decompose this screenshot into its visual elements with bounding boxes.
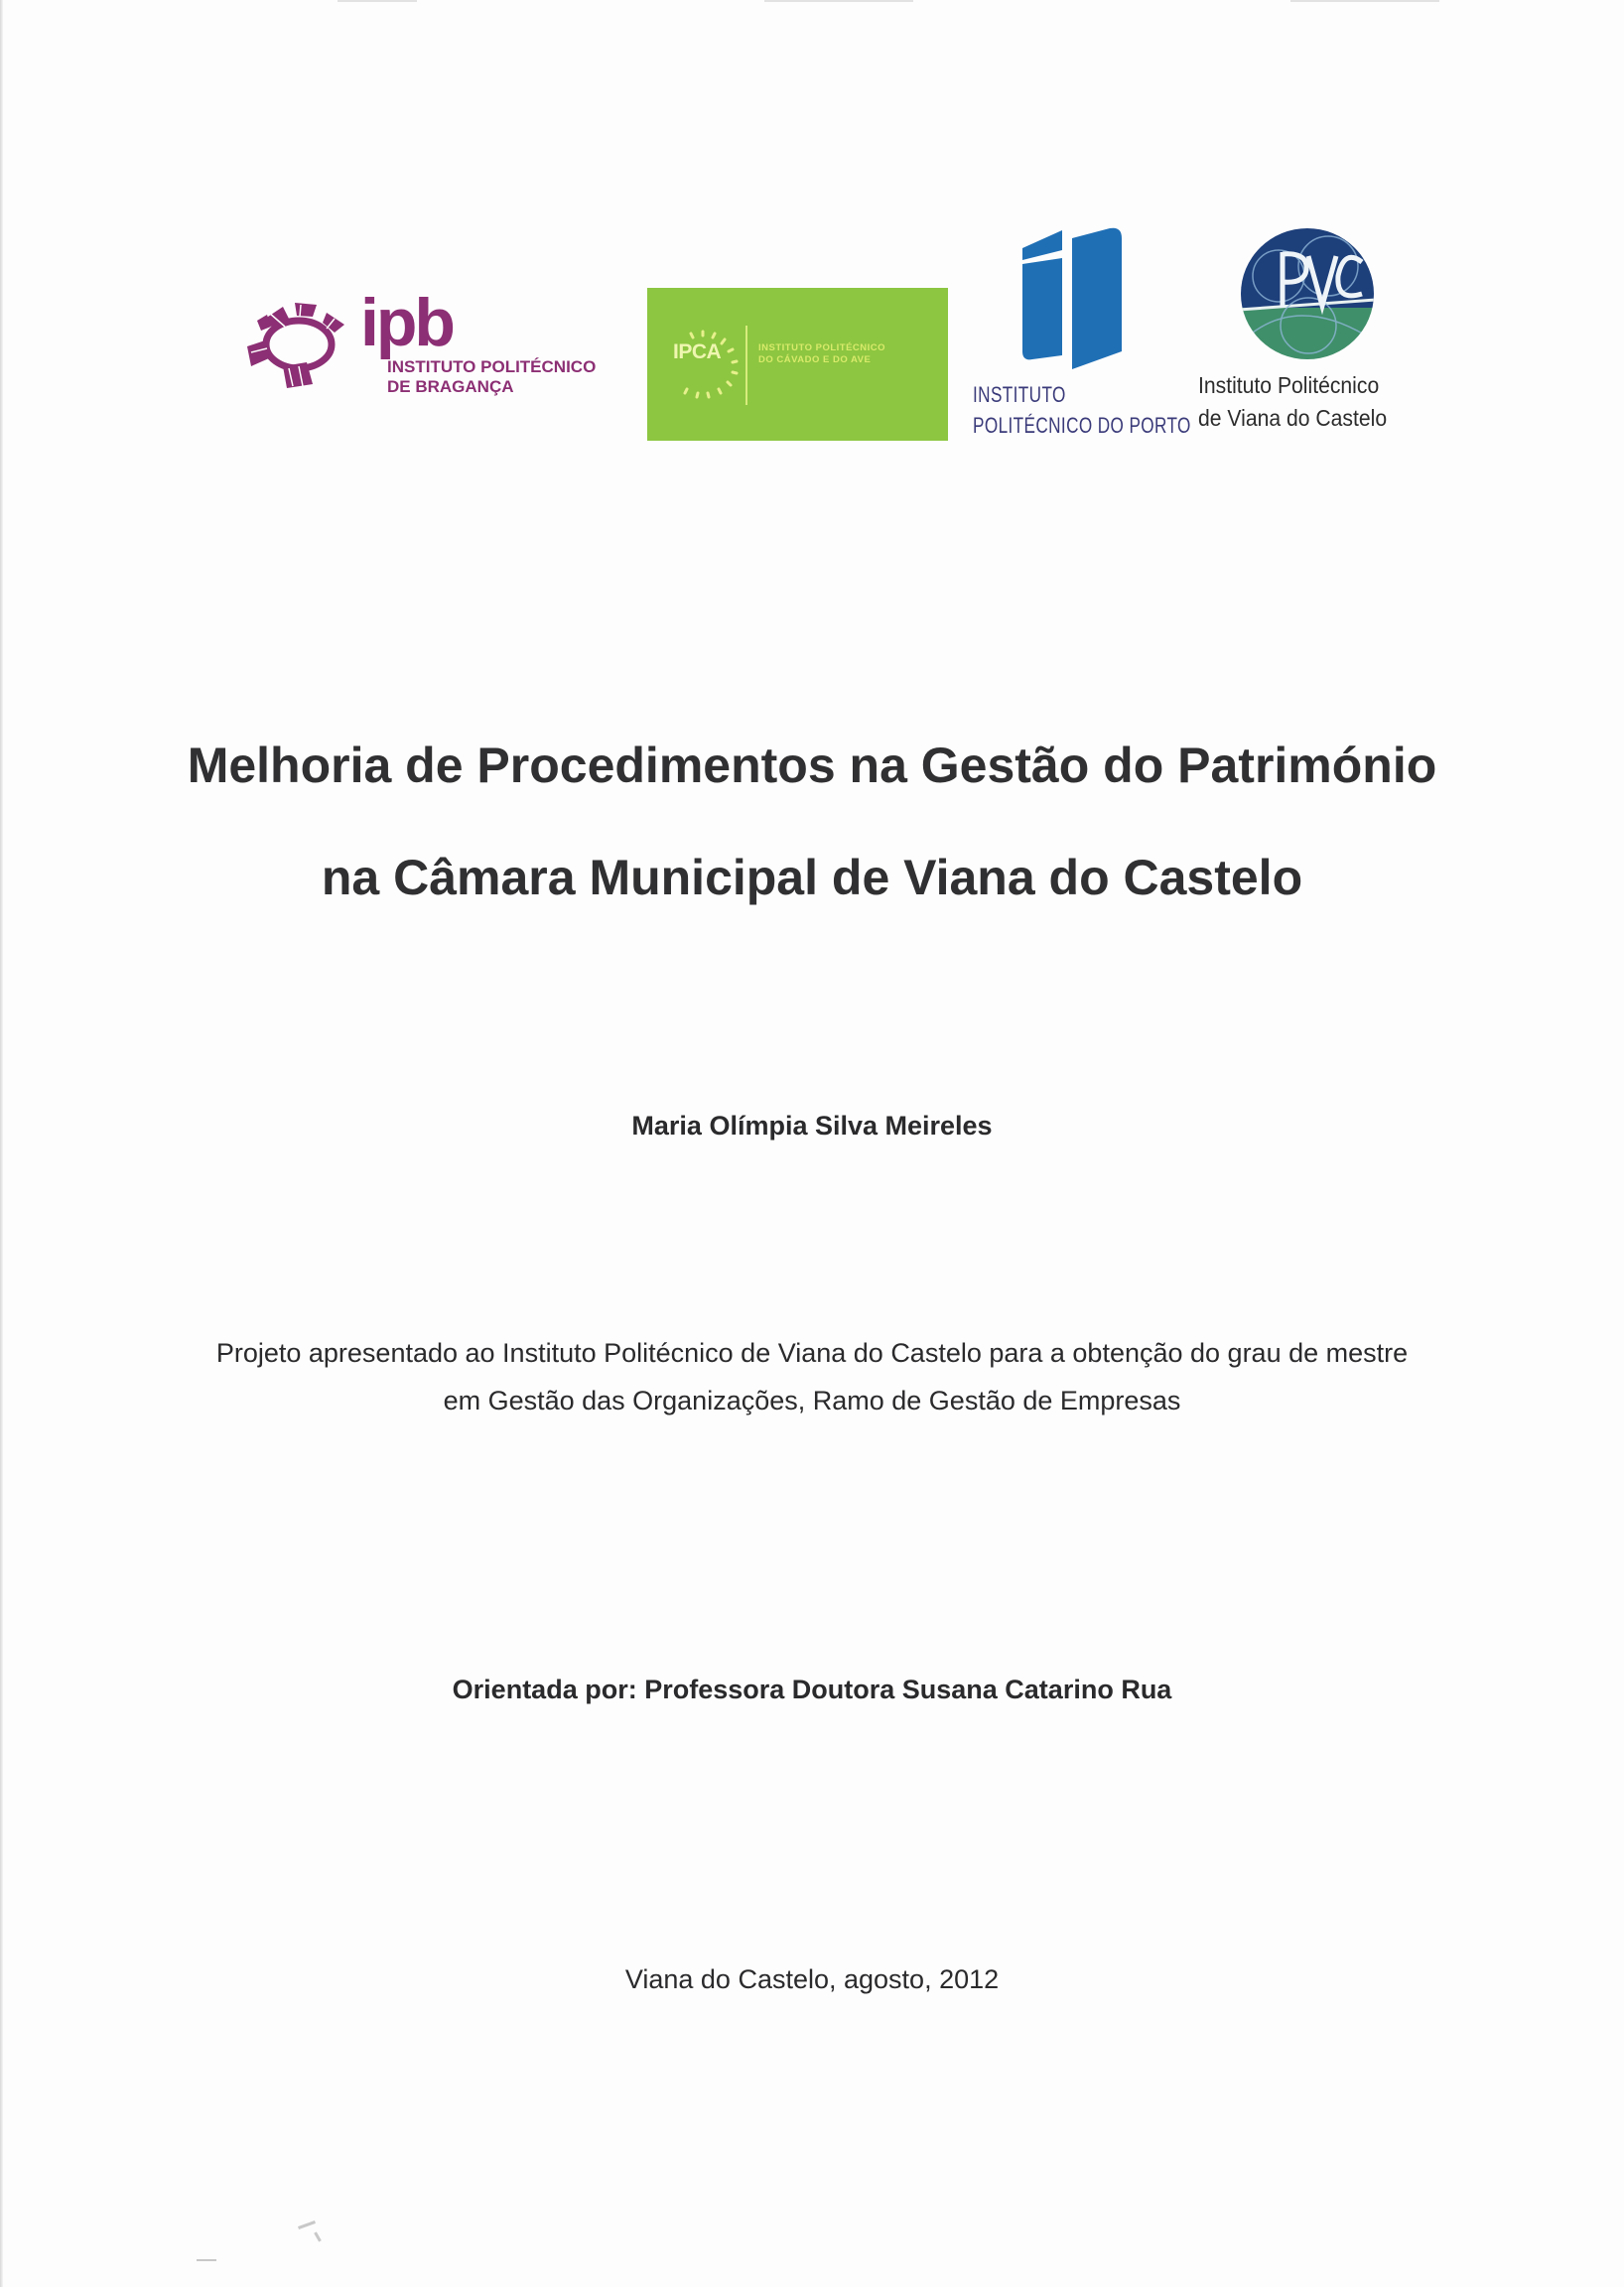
description-line-2: em Gestão das Organizações, Ramo de Gestão de Empresas — [443, 1386, 1181, 1415]
ipb-gear-icon — [243, 301, 354, 390]
ipvc-emblem-icon — [1239, 226, 1376, 361]
ipvc-name — [1198, 369, 1387, 435]
ipb-name-line1: INSTITUTO POLITÉCNICO — [387, 357, 597, 376]
scan-mark — [764, 0, 913, 2]
title-line-2: na Câmara Municipal de Viana do Castelo — [321, 850, 1303, 905]
advisor: Orientada por: Professora Doutora Susana Catarino Rua — [452, 1675, 1172, 1704]
ipp-name-line2: POLITÉCNICO DO PORTO — [973, 413, 1191, 438]
ipvc-name-line1: Instituto Politécnico — [1198, 372, 1380, 398]
ipb-logo — [243, 285, 610, 405]
ipp-name — [973, 379, 1191, 441]
scan-mark — [338, 0, 417, 2]
scan-speck — [298, 2220, 316, 2229]
ipca-sun-icon — [663, 326, 743, 405]
scan-speck — [314, 2231, 322, 2241]
place-date: Viana do Castelo, agosto, 2012 — [624, 1964, 1000, 1994]
description-line-1: Projeto apresentado ao Instituto Politécnico de Viana do Castelo para a obtenção do grau de mestre — [215, 1338, 1409, 1368]
author-name: Maria Olímpia Silva Meireles — [631, 1111, 993, 1141]
ipca-wordmark: IPCA — [673, 340, 722, 363]
ipca-name — [758, 342, 885, 366]
ipca-logo — [647, 288, 948, 441]
ipvc-name-line2: de Viana do Castelo — [1198, 405, 1388, 431]
ipca-name-line2: DO CÁVADO E DO AVE — [758, 354, 872, 365]
scan-speck — [197, 2259, 216, 2261]
scan-mark — [1290, 0, 1439, 2]
ipp-name-line1: INSTITUTO — [973, 382, 1066, 407]
ipb-name-line2: DE BRAGANÇA — [387, 377, 514, 396]
ipca-divider — [745, 326, 747, 405]
ipca-name-line1: INSTITUTO POLITÉCNICO — [758, 342, 886, 353]
ipb-wordmark: ipb — [360, 285, 453, 360]
scan-edge — [0, 0, 3, 2287]
ipp-emblem-icon — [1022, 224, 1122, 369]
title-line-1: Melhoria de Procedimentos na Gestão do Património — [187, 738, 1437, 793]
